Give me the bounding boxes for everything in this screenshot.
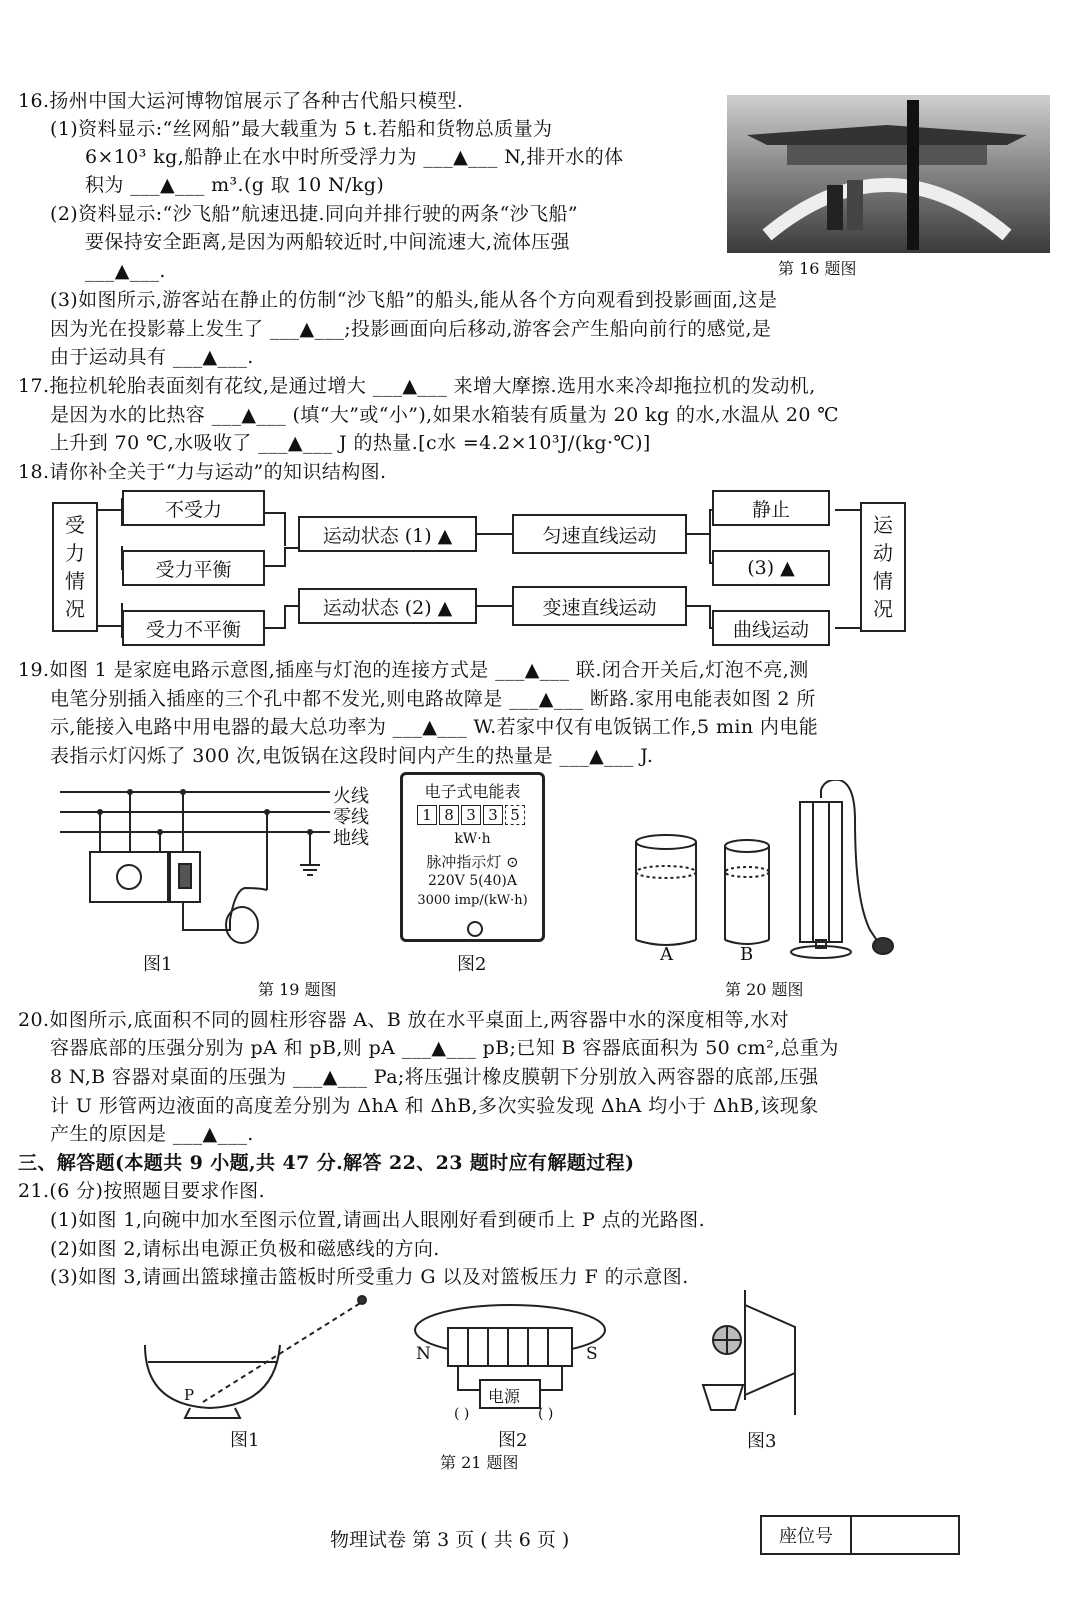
q21-2: (2)如图 2,请标出电源正负极和磁感线的方向.: [50, 1238, 440, 1260]
boat-scene-drawing: [727, 95, 1050, 253]
north-pole-label: N: [416, 1344, 431, 1364]
meter-impulse-constant: 3000 imp/(kW·h): [417, 893, 528, 908]
containers-drawing: [630, 780, 900, 970]
electromagnet-figure: [410, 1300, 610, 1450]
right-pole-blank: ( ): [538, 1406, 554, 1422]
balanced-force-box: 受力平衡: [122, 550, 265, 586]
meter-digit: 3: [461, 805, 481, 825]
q19-line-d: 表指示灯闪烁了 300 次,电饭锅在这段时间内产生的热量是 ___▲___ J.: [50, 745, 654, 767]
meter-rating: 220V 5(40)A: [427, 873, 518, 889]
fig19-caption: 第 19 题图: [258, 980, 337, 999]
power-source-label: 电源: [488, 1387, 521, 1406]
q16-3-line-a: (3)如图所示,游客站在静止的仿制“沙飞船”的船头,能从各个方向观看到投影画面,这是: [50, 289, 778, 311]
south-pole-label: S: [586, 1344, 598, 1364]
q16-1-line-c: 积为 ___▲___ m³.(g 取 10 N/kg): [85, 174, 385, 196]
meter-unit: kW·h: [454, 831, 491, 847]
q16-2-line-b: 要保持安全距离,是因为两船较近时,中间流速大,流体压强: [85, 231, 570, 253]
variable-linear-motion-box: 变速直线运动: [512, 586, 687, 626]
q16-1-line-b: 6×10³ kg,船静止在水中时所受浮力为 ___▲___ N,排开水的体: [85, 146, 624, 168]
q20-line-e: 产生的原因是 ___▲___.: [50, 1123, 254, 1145]
bowl-figure: [140, 1290, 380, 1450]
unbalanced-force-box: 受力不平衡: [122, 610, 265, 646]
household-circuit-figure: [55, 780, 390, 975]
q20-line-d: 计 U 形管两边液面的高度差分别为 ΔhA 和 ΔhB,多次实验发现 ΔhA 均小于 ΔhB,该现象: [50, 1095, 819, 1117]
no-force-box: 不受力: [122, 490, 265, 526]
force-condition-label: 受 力 情 况: [52, 502, 98, 632]
curved-motion-box: 曲线运动: [712, 610, 830, 646]
q16-1-line-a: (1)资料显示:“丝网船”最大载重为 5 t.若船和货物总质量为: [50, 118, 553, 140]
q16-3-line-b: 因为光在投影幕上发生了 ___▲___;投影画面向后移动,游客会产生船向前行的感觉,是: [50, 318, 772, 340]
q20-line-a: 20.如图所示,底面积不同的圆柱形容器 A、B 放在水平桌面上,两容器中水的深度相等,水对: [18, 1009, 790, 1031]
q16-3-line-c: 由于运动具有 ___▲___.: [50, 346, 254, 368]
q18-stem: 18.请你补全关于“力与运动”的知识结构图.: [18, 461, 387, 483]
blank-3-box: (3) ▲: [712, 550, 830, 586]
q21-1: (1)如图 1,向碗中加水至图示位置,请画出人眼刚好看到硬币上 P 点的光路图.: [50, 1209, 706, 1231]
q16-2-line-a: (2)资料显示:“沙飞船”航速迅捷.同向并排行驶的两条“沙飞船”: [50, 203, 579, 225]
ground-wire-label: 地线: [333, 828, 369, 849]
meter-title: 电子式电能表: [424, 782, 521, 801]
q17-line-c: 上升到 70 ℃,水吸收了 ___▲___ J 的热量.[c水 =4.2×10³J/(kg·℃)]: [50, 432, 651, 454]
at-rest-box: 静止: [712, 490, 830, 526]
live-wire-label: 火线: [333, 786, 369, 807]
q17-line-a: 17.拖拉机轮胎表面刻有花纹,是通过增大 ___▲___ 来增大摩擦.选用水来冷却拖拉机的发动机,: [18, 375, 816, 397]
electromagnet-drawing: [410, 1300, 610, 1430]
section-3-heading: 三、解答题(本题共 9 小题,共 47 分.解答 22、23 题时应有解题过程): [18, 1152, 635, 1174]
meter-digit-decimal: 5: [505, 805, 525, 825]
meter-pulse-light: 脉冲指示灯 ⊙: [426, 853, 519, 871]
q20-line-b: 容器底部的压强分别为 pA 和 pB,则 pA ___▲___ pB;已知 B 容器底面积为 50 cm²,总重为: [50, 1037, 839, 1059]
container-b-label: B: [740, 944, 754, 965]
motion-state-1-box: 运动状态 (1) ▲: [298, 516, 477, 552]
fig21-caption: 第 21 题图: [440, 1453, 519, 1472]
q19-line-b: 电笔分别插入插座的三个孔中都不发光,则电路故障是 ___▲___ 断路.家用电能表如图 2 所: [50, 688, 816, 710]
seat-number-box[interactable]: [760, 1515, 960, 1555]
fig16-caption: 第 16 题图: [778, 259, 857, 278]
neutral-wire-label: 零线: [333, 807, 369, 828]
boat-photo: [727, 95, 1050, 253]
q21-stem: 21.(6 分)按照题目要求作图.: [18, 1180, 266, 1202]
meter-digit: 3: [483, 805, 503, 825]
q19-line-c: 示,能接入电路中用电器的最大总功率为 ___▲___ W.若家中仅有电饭锅工作,5 min 内电能: [50, 716, 819, 738]
fig21-3-caption: 图3: [747, 1431, 777, 1452]
fig21-2-caption: 图2: [498, 1430, 528, 1451]
q16-stem: 16.扬州中国大运河博物馆展示了各种古代船只模型.: [18, 90, 464, 112]
q16-2-line-c: ___▲___.: [85, 260, 166, 282]
motion-condition-label: 运 动 情 况: [860, 502, 906, 632]
point-p-label: P: [184, 1386, 195, 1404]
fig19-1-caption: 图1: [143, 954, 173, 975]
page-footer: 物理试卷 第 3 页 ( 共 6 页 ): [330, 1529, 570, 1551]
meter-digits: [417, 805, 525, 825]
meter-screw-icon: [467, 921, 483, 937]
force-motion-diagram: [50, 488, 910, 648]
basketball-drawing: [695, 1285, 815, 1425]
fig21-1-caption: 图1: [230, 1430, 260, 1451]
q20-line-c: 8 N,B 容器对桌面的压强为 ___▲___ Pa;将压强计橡皮膜朝下分别放入两容器的底部,压强: [50, 1066, 819, 1088]
q17-line-b: 是因为水的比热容 ___▲___ (填“大”或“小”),如果水箱装有质量为 20 kg 的水,水温从 20 ℃: [50, 404, 839, 426]
seat-number-label: 座位号: [762, 1517, 852, 1553]
basketball-figure: [695, 1285, 815, 1450]
bowl-drawing: [140, 1290, 380, 1420]
q19-line-a: 19.如图 1 是家庭电路示意图,插座与灯泡的连接方式是 ___▲___ 联.闭合开关后,灯泡不亮,测: [18, 659, 809, 681]
uniform-linear-motion-box: 匀速直线运动: [512, 514, 687, 554]
left-pole-blank: ( ): [454, 1406, 470, 1422]
containers-figure: [630, 780, 900, 970]
meter-digit: 8: [439, 805, 459, 825]
energy-meter: [400, 772, 545, 942]
meter-digit: 1: [417, 805, 437, 825]
motion-state-2-box: 运动状态 (2) ▲: [298, 588, 477, 624]
container-a-label: A: [660, 944, 673, 965]
q21-3: (3)如图 3,请画出篮球撞击篮板时所受重力 G 以及对篮板压力 F 的示意图.: [50, 1266, 689, 1288]
fig19-2-caption: 图2: [457, 954, 487, 975]
fig20-caption: 第 20 题图: [725, 980, 804, 999]
